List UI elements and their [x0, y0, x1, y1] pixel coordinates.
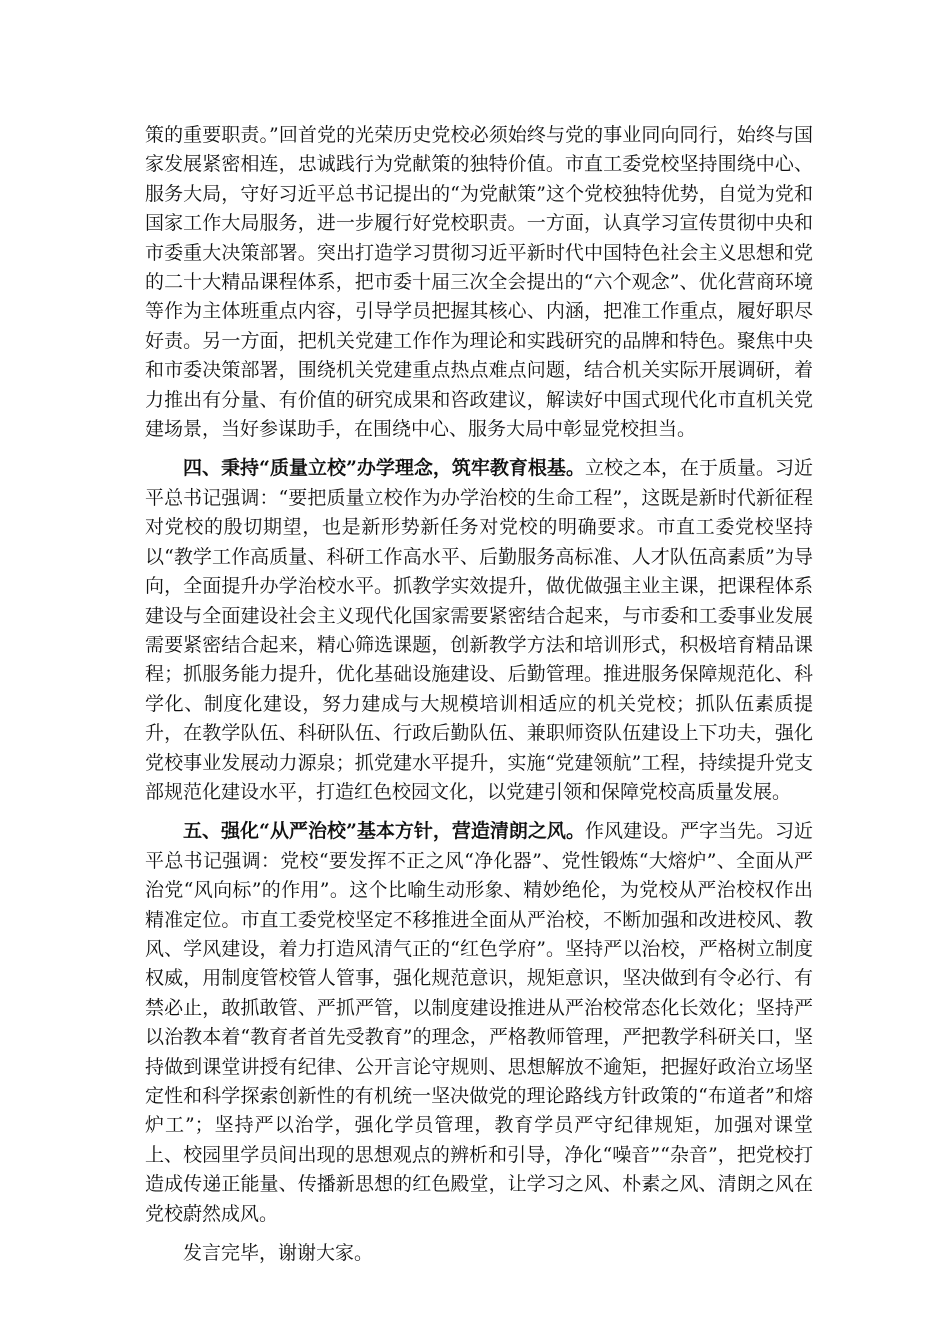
paragraph-text: 作风建设。严字当先。习近平总书记强调：党校“要发挥不正之风“净化器”、党性锻炼“大熔炉”、全面从严治党“风向标”的作用”。这个比喻生动形象、精妙绝伦，为党校从严治校权作出精准定位。市直工委党校坚定不移推进全面从严治校，不断加强和改进校风、教风、学风建设，着力打造风清气正的“红色学府”。坚持严以治校，严格树立制度权威，用制度管校管人管事，强化规范意识，规矩意识，坚决做到有令必行、有禁必止，敢抓敢管、严抓严管，以制度建设推进从严治校常态化长效化；坚持严以治教本着“教育者首先受教育”的理念，严格教师管理，严把教学科研关口，坚持做到课堂讲授有纪律、公开言论守规则、思想解放不逾矩，把握好政治立场坚定性和科学探索创新性的有机统一坚决做党的理论路线方针政策的“布道者”和熔炉工”；坚持严以治学，强化学员管理，教育学员严守纪律规矩，加强对课堂上、校园里学员间出现的思想观点的辨析和引导，净化“噪音”“杂音”，把党校打造成传递正能量、传播新思想的红色殿堂，让学习之风、朴素之风、清朗之风在党校蔚然成风。	[145, 820, 813, 1225]
paragraph-closing	[145, 1239, 813, 1268]
paragraph-text: 策的重要职责。”回首党的光荣历史党校必须始终与党的事业同向同行，始终与国家发展紧密相连，忠诚践行为党献策的独特价值。市直工委党校坚持围绕中心、服务大局，守好习近平总书记提出的“为党献策”这个党校独特优势，自觉为党和国家工作大局服务，进一步履行好党校职责。一方面，认真学习宣传贯彻中央和市委重大决策部署。突出打造学习贯彻习近平新时代中国特色社会主义思想和党的二十大精品课程体系，把市委十届三次全会提出的“六个观念”、优化营商环境等作为主体班重点内容，引导学员把握其核心、内涵，把准工作重点，履好职尽好责。另一方面，把机关党建工作作为理论和实践研究的品牌和特色。聚焦中央和市委决策部署，围绕机关党建重点热点难点问题，结合机关实际开展调研，着力推出有分量、有价值的研究成果和咨政建议，解读好中国式现代化市直机关党建场景，当好参谋助手，在围绕中心、服务大局中彰显党校担当。	[145, 124, 813, 441]
document-body	[145, 121, 813, 1278]
paragraph-section-four	[145, 454, 813, 807]
closing-text: 发言完毕，谢谢大家。	[183, 1242, 374, 1265]
paragraph-continuation	[145, 121, 813, 444]
paragraph-text: 立校之本，在于质量。习近平总书记强调：“要把质量立校作为办学治校的生命工程”，这既是新时代新征程对党校的殷切期望，也是新形势新任务对党校的明确要求。市直工委党校坚持以“教学工作高质量、科研工作高水平、后勤服务高标准、人才队伍高素质”为导向，全面提升办学治校水平。抓教学实效提升，做优做强主业主课，把课程体系建设与全面建设社会主义现代化国家需要紧密结合起来，与市委和工委事业发展需要紧密结合起来，精心筛选课题，创新教学方法和培训形式，积极培育精品课程；抓服务能力提升，优化基础设施建设、后勤管理。推进服务保障规范化、科学化、制度化建设，努力建成与大规模培训相适应的机关党校；抓队伍素质提升，在教学队伍、科研队伍、行政后勤队伍、兼职师资队伍建设上下功夫，强化党校事业发展动力源泉；抓党建水平提升，实施“党建领航”工程，持续提升党支部规范化建设水平，打造红色校园文化，以党建引领和保障党校高质量发展。	[145, 457, 813, 803]
paragraph-section-five	[145, 817, 813, 1229]
section-heading: 四、秉持“质量立校”办学理念，筑牢教育根基。	[183, 457, 585, 480]
section-heading: 五、强化“从严治校”基本方针，营造清朗之风。	[183, 820, 585, 843]
